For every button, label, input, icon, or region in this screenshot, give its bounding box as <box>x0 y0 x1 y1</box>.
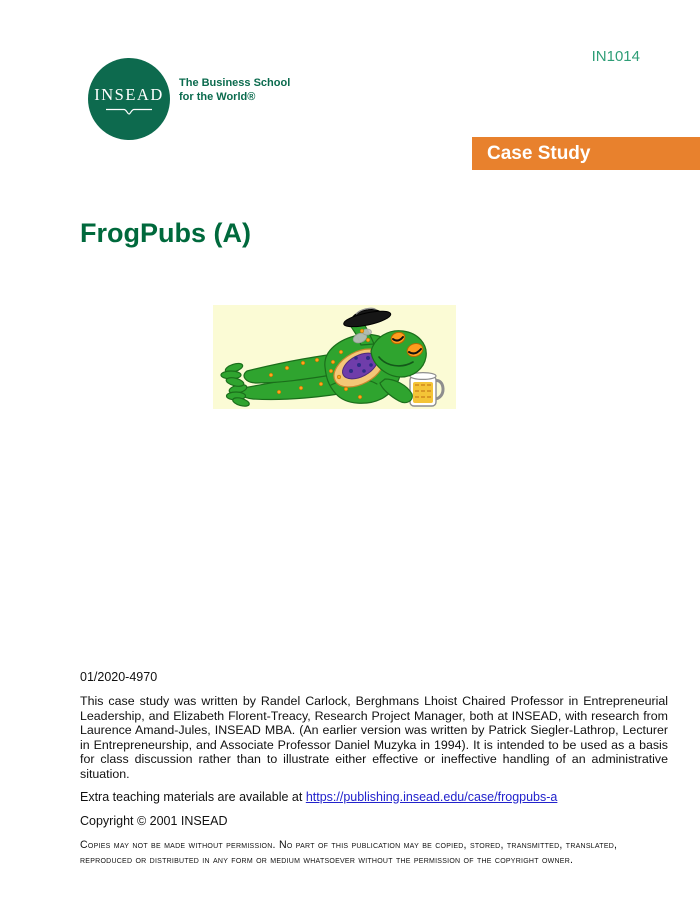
frog-illustration-svg <box>213 305 456 409</box>
case-study-banner <box>472 137 700 170</box>
attribution-paragraph: This case study was written by Randel Carlock, Berghmans Lhoist Chaired Professor in Entrepreneurial Leadership, and Elizabeth Florent-Treacy, Research Project Manager, both at INSEAD, with research from Laurence Amand-Jules, INSEAD MBA. (An earlier version was written by Patrick Siegler-Lathrop, Lecturer in Entrepreneurship, and Associate Professor Daniel Muzyka in 1994). It is intended to be used as a basis for class discussion rather than to illustrate either effective or ineffective handling of an administrative situation. <box>80 694 668 781</box>
insead-logo-text: INSEAD <box>94 85 164 104</box>
footer-block <box>80 670 668 868</box>
insead-logo-bracket-icon <box>105 108 153 117</box>
copyright-line: Copyright © 2001 INSEAD <box>80 813 228 828</box>
case-study-label: Case Study <box>487 143 591 164</box>
tagline-line-1: The Business School <box>179 77 291 89</box>
insead-logo <box>88 58 170 140</box>
permission-disclaimer: Copies may not be made without permission. No part of this publication may be copied, stored, transmitted, translated, reproduced or distributed in any form or medium whatsoever without the permission of the copyright owner. <box>80 838 618 866</box>
materials-line <box>80 790 668 804</box>
document-code: IN1014 <box>591 48 640 65</box>
tagline-line-2: for the World® <box>179 91 256 103</box>
frog-illustration <box>213 305 456 409</box>
materials-text: Extra teaching materials are available at <box>80 789 306 804</box>
insead-tagline <box>179 76 290 104</box>
case-title: FrogPubs (A) <box>80 218 251 248</box>
reference-number: 01/2020-4970 <box>80 670 158 684</box>
materials-link[interactable]: https://publishing.insead.edu/case/frogpubs-a <box>305 789 558 804</box>
